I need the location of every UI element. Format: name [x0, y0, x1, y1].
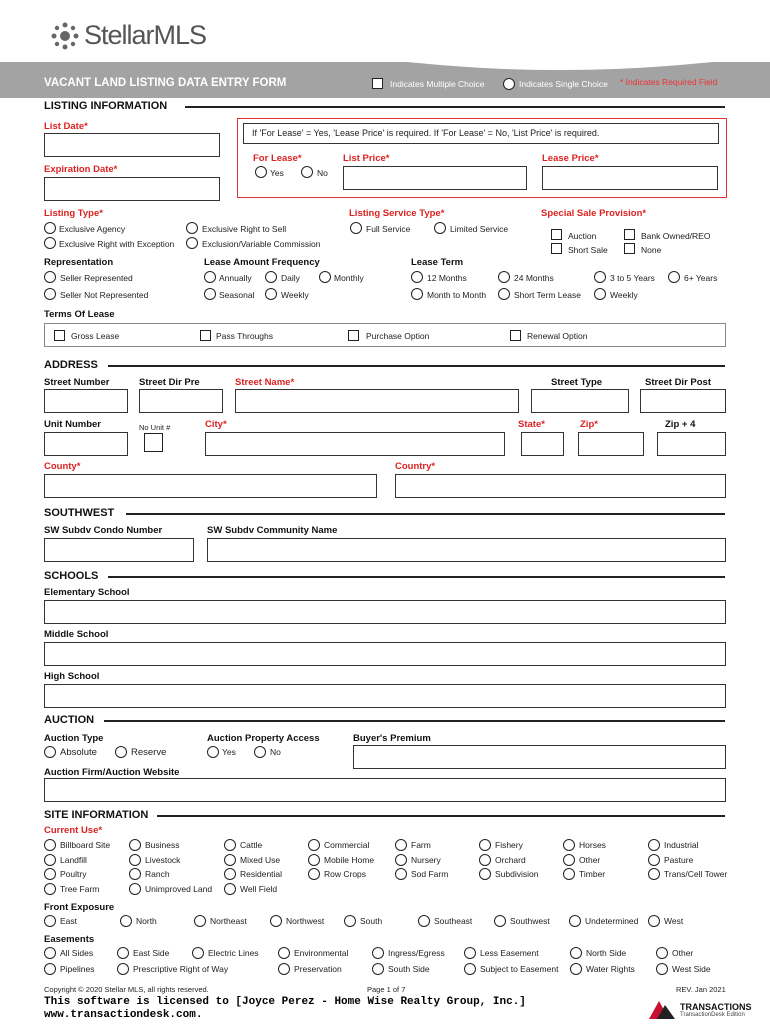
absolute-label: Absolute: [60, 747, 97, 758]
middle-input[interactable]: [44, 642, 726, 666]
exclusive-right-sell-radio[interactable]: [186, 222, 198, 234]
gross-lease-label: Gross Lease: [71, 331, 120, 341]
easement-b-2-radio[interactable]: [278, 963, 290, 975]
gross-lease-checkbox[interactable]: [54, 330, 65, 341]
for-lease-yes-label: Yes: [270, 168, 284, 178]
current-use-1-2-radio[interactable]: [129, 868, 141, 880]
section-rule: [104, 720, 725, 722]
easement-a-7-radio[interactable]: [656, 947, 668, 959]
easement-b-1-radio[interactable]: [117, 963, 129, 975]
multiple-choice-legend: Indicates Multiple Choice: [390, 79, 485, 89]
front-exposure-label: Front Exposure: [44, 902, 115, 913]
front-exposure-6-radio[interactable]: [494, 915, 506, 927]
city-input[interactable]: [205, 432, 505, 456]
current-use-0-3-radio[interactable]: [44, 883, 56, 895]
term-3-5-years-label: 3 to 5 Years: [610, 273, 655, 283]
term-12-months-label: 12 Months: [427, 273, 467, 283]
current-use-label: Current Use*: [44, 825, 103, 836]
reserve-label: Reserve: [131, 747, 167, 758]
exclusive-right-sell-label: Exclusive Right to Sell: [202, 224, 287, 234]
current-use-5-0-label: Fishery: [495, 840, 523, 850]
street-number-label: Street Number: [44, 377, 110, 388]
easement-a-2-radio[interactable]: [192, 947, 204, 959]
auction-checkbox[interactable]: [551, 229, 562, 240]
no-unit-label: No Unit #: [139, 423, 171, 432]
easement-b-4-label: Subject to Easement: [480, 964, 559, 974]
current-use-0-1-label: Landfill: [60, 854, 87, 865]
renewal-option-checkbox[interactable]: [510, 330, 521, 341]
buyers-premium-input[interactable]: [353, 745, 726, 769]
current-use-3-0-label: Commercial: [324, 840, 370, 850]
section-rule: [108, 576, 725, 578]
current-use-1-3-label: Unimproved Land: [145, 883, 213, 894]
list-price-input[interactable]: [343, 166, 527, 190]
logo-text: StellarMLS: [84, 20, 207, 50]
transactions-sub: TransactionDesk Edition: [680, 1012, 745, 1018]
special-sale-label: Special Sale Provision*: [541, 208, 647, 219]
easement-a-4-radio[interactable]: [372, 947, 384, 959]
monthly-radio[interactable]: [319, 271, 331, 283]
unit-number-label: Unit Number: [44, 419, 101, 430]
annually-label: Annually: [219, 273, 252, 283]
term-24-months-label: 24 Months: [514, 273, 554, 283]
sw-condo-label: SW Subdv Condo Number: [44, 525, 163, 536]
purchase-option-checkbox[interactable]: [348, 330, 359, 341]
front-exposure-4-label: South: [360, 916, 383, 926]
street-number-input[interactable]: [44, 389, 128, 413]
short-sale-checkbox[interactable]: [551, 243, 562, 254]
current-use-3-1-radio[interactable]: [308, 854, 320, 866]
sw-community-input[interactable]: [207, 538, 726, 562]
current-use-6-2-radio[interactable]: [563, 868, 575, 880]
full-service-label: Full Service: [366, 224, 411, 234]
auction-label: Auction: [568, 231, 597, 241]
expiration-date-label: Expiration Date*: [44, 164, 118, 175]
copyright: Copyright © 2020 Stellar MLS, all rights reserved.: [44, 985, 209, 994]
section-rule: [126, 513, 725, 515]
for-lease-label: For Lease*: [253, 153, 302, 164]
current-use-7-2-radio[interactable]: [648, 868, 660, 880]
front-exposure-5-radio[interactable]: [418, 915, 430, 927]
street-dir-pre-label: Street Dir Pre: [139, 377, 200, 388]
current-use-1-0-label: Business: [145, 840, 180, 850]
seller-represented-label: Seller Represented: [60, 273, 133, 283]
front-exposure-8-radio[interactable]: [648, 915, 660, 927]
transactions-brand: TRANSACTIONS: [680, 1002, 752, 1012]
current-use-0-2-label: Poultry: [60, 869, 87, 879]
term-short-term-radio[interactable]: [498, 288, 510, 300]
annually-radio[interactable]: [204, 271, 216, 283]
seller-not-represented-radio[interactable]: [44, 288, 56, 300]
easement-b-3-radio[interactable]: [372, 963, 384, 975]
easement-a-6-radio[interactable]: [570, 947, 582, 959]
term-weekly-radio[interactable]: [594, 288, 606, 300]
current-use-6-0-label: Horses: [579, 840, 606, 850]
weekly-freq-label: Weekly: [281, 290, 309, 300]
easement-a-3-radio[interactable]: [278, 947, 290, 959]
front-exposure-0-label: East: [60, 916, 78, 926]
current-use-6-1-label: Other: [579, 854, 601, 865]
sw-condo-input[interactable]: [44, 538, 194, 562]
access-no-label: No: [270, 747, 281, 757]
exclusive-agency-label: Exclusive Agency: [59, 224, 126, 234]
current-use-5-1-label: Orchard: [495, 854, 526, 865]
current-use-0-1-radio[interactable]: [44, 854, 56, 866]
exclusive-agency-radio[interactable]: [44, 222, 56, 234]
current-use-5-0-radio[interactable]: [479, 839, 491, 851]
street-dir-pre-select[interactable]: [139, 389, 223, 413]
for-lease-no-label: No: [317, 168, 328, 178]
list-price-label: List Price*: [343, 153, 390, 164]
current-use-4-1-label: Nursery: [411, 854, 441, 865]
bank-owned-label: Bank Owned/REO: [641, 231, 711, 241]
current-use-3-1-label: Mobile Home: [324, 854, 375, 865]
street-name-input[interactable]: [235, 389, 519, 413]
renewal-option-label: Renewal Option: [527, 331, 588, 341]
current-use-0-0-radio[interactable]: [44, 839, 56, 851]
required-legend: * Indicates Required Field: [620, 77, 718, 87]
current-use-4-0-radio[interactable]: [395, 839, 407, 851]
front-exposure-7-label: Undetermined: [585, 916, 639, 926]
buyers-premium-label: Buyer's Premium: [353, 733, 431, 744]
expiration-date-input[interactable]: [44, 177, 220, 201]
elementary-input[interactable]: [44, 600, 726, 624]
current-use-7-0-radio[interactable]: [648, 839, 660, 851]
front-exposure-3-radio[interactable]: [270, 915, 282, 927]
easement-b-6-label: West Side: [672, 964, 711, 974]
short-sale-label: Short Sale: [568, 245, 608, 255]
high-input[interactable]: [44, 684, 726, 708]
current-use-2-1-radio[interactable]: [224, 854, 236, 866]
current-use-0-2-radio[interactable]: [44, 868, 56, 880]
country-label: Country*: [395, 461, 436, 472]
front-exposure-2-radio[interactable]: [194, 915, 206, 927]
current-use-2-0-label: Cattle: [240, 840, 263, 850]
term-weekly-label: Weekly: [610, 290, 638, 300]
current-use-5-2-radio[interactable]: [479, 868, 491, 880]
state-select[interactable]: [521, 432, 564, 456]
for-lease-yes-radio[interactable]: [255, 166, 267, 178]
auction-firm-input[interactable]: [44, 778, 726, 802]
front-exposure-0-radio[interactable]: [44, 915, 56, 927]
easement-b-4-radio[interactable]: [464, 963, 476, 975]
easement-b-1-label: Prescriptive Right of Way: [133, 964, 229, 974]
zip-input[interactable]: [578, 432, 644, 456]
section-rule: [108, 365, 725, 367]
current-use-2-3-radio[interactable]: [224, 883, 236, 895]
current-use-7-1-label: Pasture: [664, 854, 694, 865]
front-exposure-1-radio[interactable]: [120, 915, 132, 927]
auction-type-label: Auction Type: [44, 733, 104, 744]
seasonal-radio[interactable]: [204, 288, 216, 300]
current-use-2-3-label: Well Field: [240, 883, 278, 894]
single-choice-legend-radio: [503, 78, 515, 90]
easement-a-5-radio[interactable]: [464, 947, 476, 959]
street-type-label: Street Type: [551, 377, 603, 388]
easement-a-2-label: Electric Lines: [208, 948, 259, 958]
monthly-label: Monthly: [334, 273, 364, 283]
street-name-label: Street Name*: [235, 377, 295, 388]
page-number: Page 1 of 7: [367, 985, 406, 994]
zip4-label: Zip + 4: [665, 419, 696, 430]
purchase-option-label: Purchase Option: [366, 331, 430, 341]
current-use-6-1-radio[interactable]: [563, 854, 575, 866]
stellar-logo: [50, 20, 206, 51]
zip-label: Zip*: [580, 419, 598, 430]
site-info-title: SITE INFORMATION: [44, 809, 149, 821]
current-use-7-1-radio[interactable]: [648, 854, 660, 866]
easement-a-4-label: Ingress/Egress: [388, 948, 445, 958]
listing-type-label: Listing Type*: [44, 208, 103, 219]
term-month-to-month-radio[interactable]: [411, 288, 423, 300]
front-exposure-6-label: Southwest: [510, 916, 550, 926]
list-date-label: List Date*: [44, 121, 88, 132]
exclusion-variable-label: Exclusion/Variable Commission: [202, 239, 321, 249]
lease-term-label: Lease Term: [411, 257, 464, 268]
terms-of-lease-label: Terms Of Lease: [44, 309, 115, 320]
exclusion-variable-radio[interactable]: [186, 237, 198, 249]
term-6-years-radio[interactable]: [668, 271, 680, 283]
southwest-title: SOUTHWEST: [44, 507, 115, 519]
section-rule: [157, 815, 725, 817]
exclusive-right-exception-label: Exclusive Right with Exception: [59, 239, 175, 249]
current-use-0-3-label: Tree Farm: [60, 883, 100, 894]
pass-throughs-label: Pass Throughs: [216, 331, 274, 341]
term-12-months-radio[interactable]: [411, 271, 423, 283]
current-use-1-1-radio[interactable]: [129, 854, 141, 866]
current-use-3-2-label: Row Crops: [324, 869, 367, 879]
service-type-label: Listing Service Type*: [349, 208, 445, 219]
seller-not-represented-label: Seller Not Represented: [60, 290, 149, 300]
county-label: County*: [44, 461, 81, 472]
seasonal-label: Seasonal: [219, 290, 255, 300]
current-use-4-2-label: Sod Farm: [411, 869, 449, 879]
current-use-4-0-label: Farm: [411, 840, 431, 850]
seller-represented-radio[interactable]: [44, 271, 56, 283]
daily-radio[interactable]: [265, 271, 277, 283]
transactions-logo-icon: [647, 999, 677, 1021]
exclusive-right-exception-radio[interactable]: [44, 237, 56, 249]
easement-b-5-label: Water Rights: [586, 964, 635, 974]
front-exposure-7-radio[interactable]: [569, 915, 581, 927]
easement-a-1-radio[interactable]: [117, 947, 129, 959]
city-label: City*: [205, 419, 227, 430]
current-use-0-0-label: Billboard Site: [60, 840, 111, 850]
high-label: High School: [44, 671, 100, 682]
current-use-2-2-radio[interactable]: [224, 868, 236, 880]
lease-price-input[interactable]: [542, 166, 718, 190]
term-3-5-years-radio[interactable]: [594, 271, 606, 283]
current-use-2-0-radio[interactable]: [224, 839, 236, 851]
auction-firm-label: Auction Firm/Auction Website: [44, 767, 180, 778]
front-exposure-8-label: West: [664, 916, 684, 926]
current-use-6-0-radio[interactable]: [563, 839, 575, 851]
front-exposure-1-label: North: [136, 916, 157, 926]
term-month-to-month-label: Month to Month: [427, 290, 487, 300]
weekly-freq-radio[interactable]: [265, 288, 277, 300]
easement-b-0-radio[interactable]: [44, 963, 56, 975]
schools-title: SCHOOLS: [44, 570, 99, 582]
bank-owned-checkbox[interactable]: [624, 229, 635, 240]
full-service-radio[interactable]: [350, 222, 362, 234]
easement-b-0-label: Pipelines: [60, 964, 95, 974]
easement-a-1-label: East Side: [133, 948, 170, 958]
access-yes-label: Yes: [222, 747, 236, 757]
elementary-label: Elementary School: [44, 587, 130, 598]
front-exposure-3-label: Northwest: [286, 916, 325, 926]
easement-a-6-label: North Side: [586, 948, 627, 958]
daily-label: Daily: [281, 273, 300, 283]
easement-a-5-label: Less Easement: [480, 948, 539, 958]
current-use-6-2-label: Timber: [579, 869, 606, 879]
for-lease-no-radio[interactable]: [301, 166, 313, 178]
street-dir-post-select[interactable]: [640, 389, 726, 413]
term-6-years-label: 6+ Years: [684, 273, 718, 283]
reserve-radio[interactable]: [115, 746, 127, 758]
form-title: VACANT LAND LISTING DATA ENTRY FORM: [44, 77, 287, 89]
front-exposure-2-label: Northeast: [210, 916, 247, 926]
section-rule: [185, 106, 725, 108]
term-short-term-label: Short Term Lease: [514, 290, 581, 300]
current-use-1-2-label: Ranch: [145, 869, 170, 879]
auction-title: AUCTION: [44, 714, 95, 726]
current-use-2-2-label: Residential: [240, 869, 283, 879]
lease-price-label: Lease Price*: [542, 153, 599, 164]
front-exposure-4-radio[interactable]: [344, 915, 356, 927]
current-use-7-0-label: Industrial: [664, 840, 699, 850]
zip4-input[interactable]: [657, 432, 726, 456]
current-use-3-0-radio[interactable]: [308, 839, 320, 851]
term-24-months-radio[interactable]: [498, 271, 510, 283]
none-checkbox[interactable]: [624, 243, 635, 254]
current-use-5-1-radio[interactable]: [479, 854, 491, 866]
lease-frequency-label: Lease Amount Frequency: [204, 257, 320, 268]
star-logo-icon: [50, 21, 80, 51]
middle-label: Middle School: [44, 629, 109, 640]
current-use-1-3-radio[interactable]: [129, 883, 141, 895]
revision: REV. Jan 2021: [676, 985, 726, 994]
current-use-1-0-radio[interactable]: [129, 839, 141, 851]
none-label: None: [641, 245, 662, 255]
state-label: State*: [518, 419, 545, 430]
easement-b-5-radio[interactable]: [570, 963, 582, 975]
easement-b-2-label: Preservation: [294, 964, 342, 974]
easement-a-3-label: Environmental: [294, 948, 349, 958]
lease-note: If 'For Lease' = Yes, 'Lease Price' is required. If 'For Lease' = No, 'List Price' is required.: [252, 128, 600, 138]
access-no-radio[interactable]: [254, 746, 266, 758]
easement-a-0-radio[interactable]: [44, 947, 56, 959]
current-use-3-2-radio[interactable]: [308, 868, 320, 880]
representation-label: Representation: [44, 257, 114, 268]
street-type-select[interactable]: [531, 389, 629, 413]
single-choice-legend: Indicates Single Choice: [519, 79, 608, 89]
unit-number-input[interactable]: [44, 432, 128, 456]
easement-b-3-label: South Side: [388, 964, 430, 974]
current-use-5-2-label: Subdivision: [495, 869, 539, 879]
easement-b-6-radio[interactable]: [656, 963, 668, 975]
license-line-2: www.transactiondesk.com.: [44, 1009, 203, 1021]
current-use-2-1-label: Mixed Use: [240, 854, 281, 865]
multiple-choice-legend-box: [372, 78, 383, 89]
current-use-7-2-label: Trans/Cell Tower: [664, 869, 728, 879]
county-select[interactable]: [44, 474, 377, 498]
list-date-input[interactable]: [44, 133, 220, 157]
auction-access-label: Auction Property Access: [207, 733, 320, 744]
current-use-4-1-radio[interactable]: [395, 854, 407, 866]
current-use-1-1-label: Livestock: [145, 854, 181, 865]
street-dir-post-label: Street Dir Post: [645, 377, 711, 388]
sw-community-label: SW Subdv Community Name: [207, 525, 338, 536]
limited-service-label: Limited Service: [450, 224, 509, 234]
easement-a-7-label: Other: [672, 948, 694, 958]
transactions-logo: [647, 999, 752, 1021]
easement-a-0-label: All Sides: [60, 948, 94, 958]
access-yes-radio[interactable]: [207, 746, 219, 758]
no-unit-checkbox[interactable]: [144, 433, 163, 452]
absolute-radio[interactable]: [44, 746, 56, 758]
listing-info-title: LISTING INFORMATION: [44, 100, 168, 112]
easements-label: Easements: [44, 934, 95, 945]
current-use-4-2-radio[interactable]: [395, 868, 407, 880]
country-select[interactable]: [395, 474, 726, 498]
license-line-1: This software is licensed to [Joyce Perez - Home Wise Realty Group, Inc.]: [44, 996, 526, 1008]
front-exposure-5-label: Southeast: [434, 916, 473, 926]
limited-service-radio[interactable]: [434, 222, 446, 234]
pass-throughs-checkbox[interactable]: [200, 330, 211, 341]
address-title: ADDRESS: [44, 359, 98, 371]
